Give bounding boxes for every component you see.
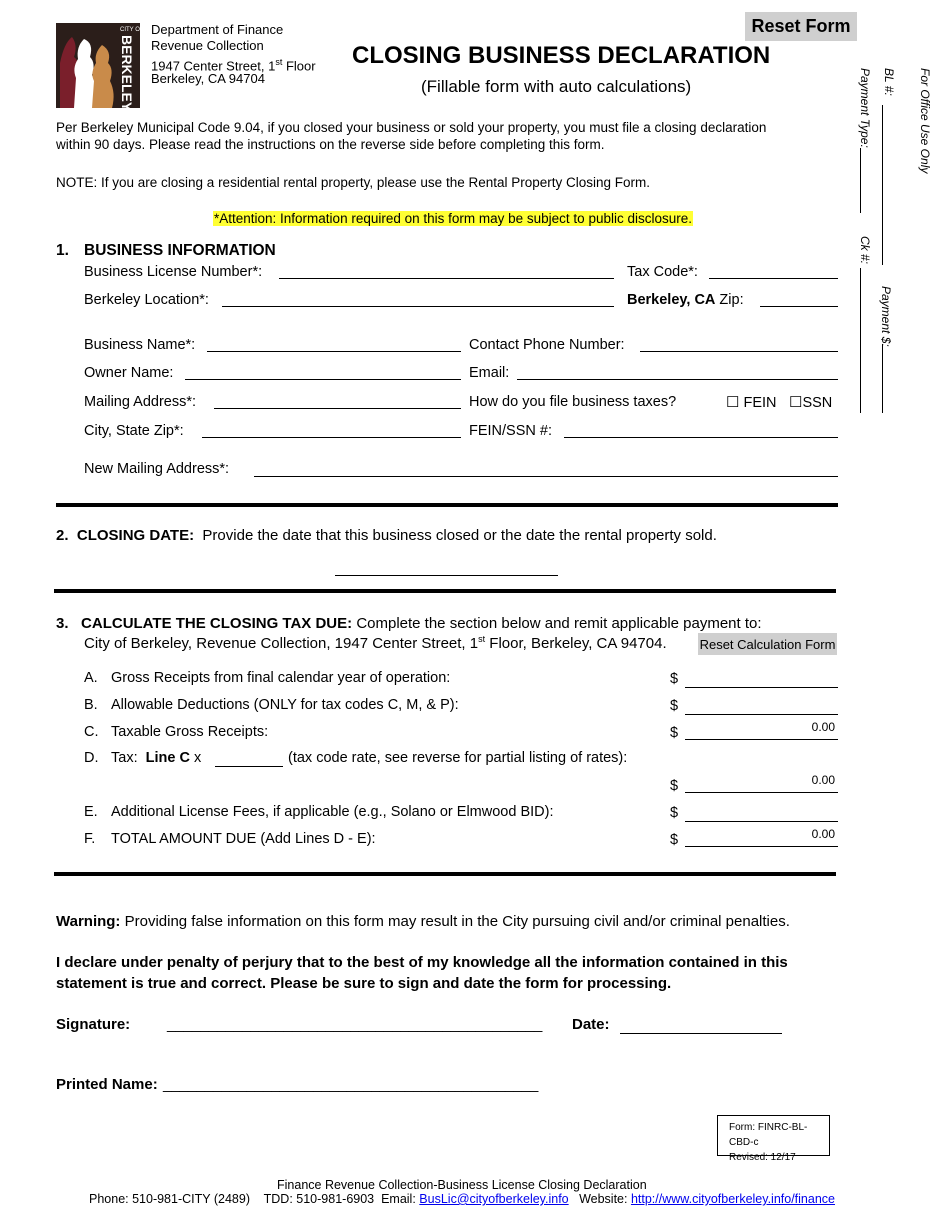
berkeley-location-input[interactable]: [222, 292, 614, 307]
mailing-address-label: Mailing Address*:: [84, 394, 197, 410]
total-due-field[interactable]: [685, 846, 838, 847]
section-divider: [56, 503, 838, 507]
line-b-letter: B.: [84, 697, 98, 713]
line-d-letter: D.: [84, 750, 99, 766]
section3-address: City of Berkeley, Revenue Collection, 1947 Center Street, 1st Floor, Berkeley, CA 94704.: [84, 634, 667, 652]
file-taxes-label: How do you file business taxes?: [469, 394, 677, 410]
line-c-currency: $: [670, 725, 679, 741]
office-bl-label: BL #:: [882, 68, 896, 96]
intro-line-1: Per Berkeley Municipal Code 9.04, if you closed your business or sold your property, you must file a closing declaration: [56, 120, 767, 135]
date-label: Date:: [572, 1016, 610, 1033]
signature-label: Signature:: [56, 1016, 131, 1033]
fein-checkbox[interactable]: ☐ FEIN: [726, 394, 777, 411]
berkeley-location-label: Berkeley Location*:: [84, 292, 209, 308]
page-subtitle: (Fillable form with auto calculations): [421, 77, 692, 96]
intro-note: NOTE: If you are closing a residential rental property, please use the Rental Property Closing Form.: [56, 175, 651, 190]
warning-text: Warning: Providing false information on this form may result in the City pursuing civil and/or criminal penalties.: [56, 913, 790, 930]
city-state-zip-input[interactable]: [202, 423, 461, 438]
ssn-checkbox[interactable]: ☐SSN: [789, 394, 833, 411]
owner-name-label: Owner Name:: [84, 365, 174, 381]
line-f-letter: F.: [84, 831, 96, 847]
form-id-box: [717, 1115, 830, 1163]
fein-ssn-input[interactable]: [564, 423, 838, 438]
section-divider: [54, 872, 836, 876]
declaration-line-2: statement is true and correct. Please be sure to sign and date the form for processing.: [56, 975, 672, 992]
signature-date-input[interactable]: [620, 1019, 782, 1034]
tax-code-input[interactable]: [709, 264, 838, 279]
fein-checkbox-glyph[interactable]: ☐: [726, 394, 740, 411]
business-name-label: Business Name*:: [84, 337, 196, 353]
section1-number: 1.: [56, 242, 69, 259]
city-state-zip-label: City, State Zip*:: [84, 423, 184, 439]
page-title: CLOSING BUSINESS DECLARATION: [352, 42, 771, 69]
printed-name-label: Printed Name:: [56, 1076, 158, 1093]
gross-receipts-input[interactable]: [685, 673, 838, 688]
office-ck-line[interactable]: [860, 268, 861, 413]
license-number-label: Business License Number*:: [84, 264, 263, 280]
tax-field[interactable]: [685, 792, 838, 793]
email-label: Email:: [469, 365, 510, 381]
office-ck-label: Ck #:: [858, 236, 872, 265]
form-revised: Revised: 12/17: [729, 1152, 796, 1163]
header-dept: Department of Finance: [151, 22, 284, 37]
ssn-checkbox-glyph[interactable]: ☐: [789, 394, 803, 411]
line-d-currency: $: [670, 778, 679, 794]
owner-name-input[interactable]: [185, 365, 461, 380]
city-logo: [56, 23, 144, 112]
tax-rate-input[interactable]: [215, 752, 283, 767]
closing-date-input[interactable]: [335, 561, 558, 576]
license-number-input[interactable]: [279, 264, 614, 279]
contact-phone-label: Contact Phone Number:: [469, 337, 625, 353]
tax-value: 0.00: [811, 773, 835, 787]
logo-small-text: CITY OF: [120, 27, 144, 33]
section3-heading: 3. CALCULATE THE CLOSING TAX DUE: Complete the section below and remit applicable payment to:: [56, 615, 762, 632]
line-e-letter: E.: [84, 804, 98, 820]
footer-title: Finance Revenue Collection-Business License Closing Declaration: [277, 1178, 647, 1192]
line-d-text: Tax: Line C x: [111, 750, 202, 766]
office-use-title: For Office Use Only: [918, 68, 932, 174]
line-c-letter: C.: [84, 724, 99, 740]
form-id: Form: FINRC-BL-CBD-c: [729, 1122, 808, 1148]
taxable-gross-value: 0.00: [811, 720, 835, 734]
attention-notice: *Attention: Information required on this form may be subject to public disclosure.: [214, 211, 692, 226]
line-b-currency: $: [670, 698, 679, 714]
contact-phone-input[interactable]: [640, 337, 838, 352]
line-b-text: Allowable Deductions (ONLY for tax codes C, M, & P):: [111, 697, 459, 713]
total-due-value: 0.00: [811, 827, 835, 841]
line-f-text: TOTAL AMOUNT DUE (Add Lines D - E):: [111, 831, 376, 847]
tax-code-label: Tax Code*:: [627, 264, 698, 280]
business-name-input[interactable]: [207, 337, 461, 352]
line-c-text: Taxable Gross Receipts:: [111, 724, 269, 740]
footer-website-link[interactable]: http://www.cityofberkeley.info/finance: [630, 1192, 835, 1206]
line-e-currency: $: [670, 805, 679, 821]
email-input[interactable]: [517, 365, 838, 380]
section2-heading: 2. CLOSING DATE: Provide the date that this business closed or the date the rental property sold.: [56, 527, 717, 544]
line-a-text: Gross Receipts from final calendar year of operation:: [111, 670, 451, 686]
line-a-currency: $: [670, 671, 679, 687]
line-a-letter: A.: [84, 670, 98, 686]
line-d-text-post: (tax code rate, see reverse for partial listing of rates):: [288, 750, 628, 766]
office-payment-amount-label: Payment $:: [879, 286, 893, 347]
header-division: Revenue Collection: [151, 38, 264, 53]
new-mailing-address-label: New Mailing Address*:: [84, 461, 230, 477]
signature-line[interactable]: _____________________________________________: [167, 1016, 543, 1033]
logo-big-text: BERKELEY: [119, 35, 135, 112]
office-bl-line[interactable]: [882, 105, 883, 265]
line-f-currency: $: [670, 832, 679, 848]
office-payment-type-label: Payment Type:: [858, 68, 872, 148]
additional-fees-input[interactable]: [685, 807, 838, 822]
reset-form-button[interactable]: Reset Form: [745, 12, 857, 41]
new-mailing-address-input[interactable]: [254, 462, 838, 477]
office-payment-amount-line[interactable]: [882, 345, 883, 413]
section1-title: BUSINESS INFORMATION: [84, 242, 276, 259]
declaration-line-1: I declare under penalty of perjury that to the best of my knowledge all the information contained in this: [56, 954, 788, 971]
footer-email-link[interactable]: BusLic@cityofberkeley.info: [419, 1192, 569, 1206]
intro-line-2: within 90 days. Please read the instructions on the reverse side before completing this form.: [56, 137, 605, 152]
footer-contact: Phone: 510-981-CITY (2489) TDD: 510-981-6903 Email: BusLic@cityofberkeley.info Website: http://www.cityofberkeley.info/finance: [89, 1192, 835, 1206]
fein-ssn-label: FEIN/SSN #:: [469, 423, 552, 439]
line-e-text: Additional License Fees, if applicable (e.g., Solano or Elmwood BID):: [111, 804, 554, 820]
reset-calculation-button[interactable]: Reset Calculation Form: [698, 633, 837, 655]
header-street: 1947 Center Street, 1st Floor: [151, 57, 316, 74]
zip-label: Berkeley, CA Zip:: [627, 292, 744, 308]
zip-input[interactable]: [760, 292, 838, 307]
header-city: Berkeley, CA 94704: [151, 71, 265, 86]
section-divider: [54, 589, 836, 593]
allowable-deductions-input[interactable]: [685, 700, 838, 715]
office-payment-type-line[interactable]: [860, 148, 861, 213]
taxable-gross-field[interactable]: [685, 739, 838, 740]
printed-name-line[interactable]: _____________________________________________: [163, 1076, 539, 1093]
mailing-address-input[interactable]: [214, 394, 461, 409]
